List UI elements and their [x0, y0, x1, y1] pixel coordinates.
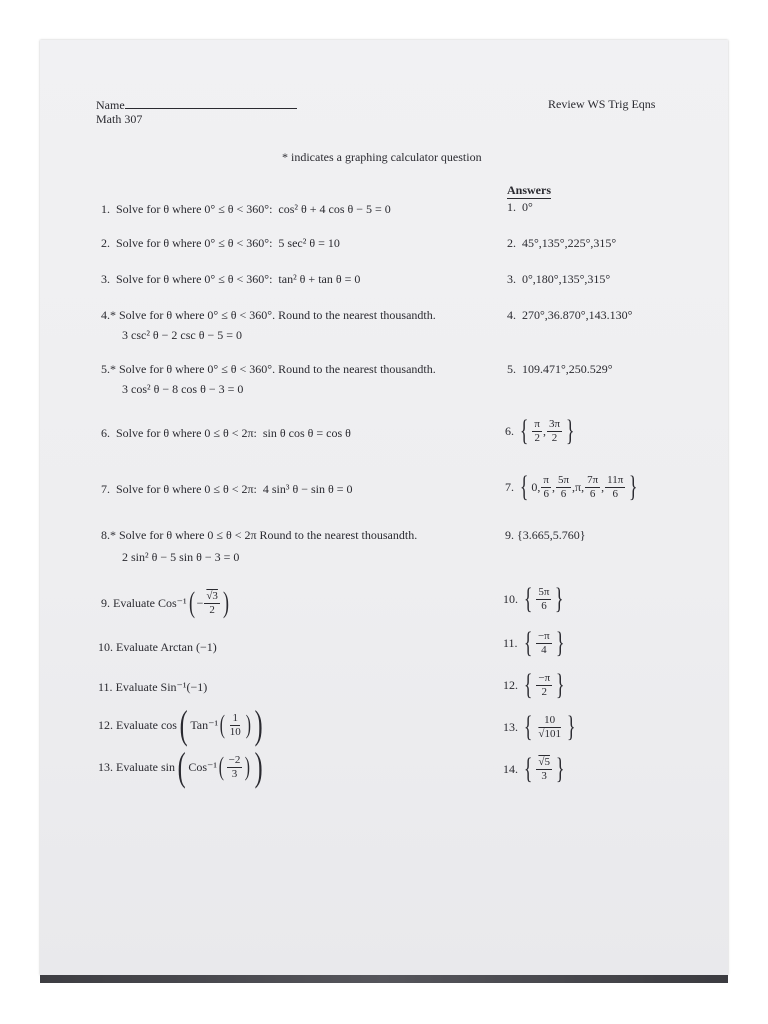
fraction: $\frac{3\pi}{2}$	[548, 417, 561, 444]
fraction: $\frac{5\pi}{6}$	[538, 585, 550, 612]
fraction: $\frac{1}{10}$	[229, 711, 241, 738]
right-paren: )	[255, 702, 264, 747]
name-field	[96, 97, 297, 113]
question-5: 5.* Solve for θ where 0° ≤ θ < 360°. Round to the nearest thousandth.	[101, 362, 436, 376]
left-brace: {	[523, 582, 533, 615]
question-11: 11. Evaluate Sin⁻¹(−1)	[98, 680, 208, 694]
left-brace: {	[523, 710, 533, 743]
fraction: $\frac{5\pi}{6}$	[557, 473, 570, 500]
course-label: Math 307	[96, 112, 143, 126]
left-brace: {	[523, 626, 533, 659]
worksheet-paper	[40, 40, 728, 975]
answer-6: 6. { $\frac{\pi}{2}$ , $\frac{3\pi}{2}$ }	[505, 414, 575, 447]
left-paren: (	[177, 744, 186, 789]
answer-1: 1. 0°	[507, 200, 533, 214]
fraction: $\frac{10}{√101}$	[538, 713, 561, 740]
left-paren: (	[179, 702, 188, 747]
answer-10: 10. { $\frac{5\pi}{6}$ }	[503, 582, 564, 615]
right-brace: }	[566, 710, 576, 743]
question-7: 7. Solve for θ where 0 ≤ θ < 2π: 4 sin³ θ − sin θ = 0	[101, 482, 353, 496]
answer-4: 4. 270°,36.870°,143.130°	[507, 308, 633, 322]
question-6: 6. Solve for θ where 0 ≤ θ < 2π: sin θ cos θ = cos θ	[101, 426, 351, 440]
left-brace: {	[523, 668, 533, 701]
left-paren: (	[188, 586, 195, 619]
question-4: 4.* Solve for θ where 0° ≤ θ < 360°. Round to the nearest thousandth.	[101, 308, 436, 322]
name-label: Name	[96, 98, 125, 112]
worksheet-title: Review WS Trig Eqns	[548, 97, 656, 111]
answer-2: 2. 45°,135°,225°,315°	[507, 236, 617, 250]
fraction: $\frac{√5}{3}$	[538, 755, 550, 782]
right-paren: )	[245, 752, 251, 781]
left-brace: {	[519, 470, 529, 503]
answer-5: 5. 109.471°,250.529°	[507, 362, 613, 376]
answer-7: 7. { 0, $\frac{\pi}{6}$ , $\frac{5\pi}{6}$ ,π, $\frac{7\pi}{6}$ , $\frac{11\pi}{6}$ }	[505, 470, 638, 503]
right-brace: }	[565, 414, 575, 447]
answer-13: 13. { $\frac{10}{√101}$ }	[503, 710, 576, 743]
question-5-equation: 3 cos² θ − 8 cos θ − 3 = 0	[122, 382, 244, 396]
question-8-equation: 2 sin² θ − 5 sin θ − 3 = 0	[122, 550, 240, 564]
calculator-note: * indicates a graphing calculator question	[282, 150, 482, 164]
right-brace: }	[555, 626, 565, 659]
paper-bottom-edge	[40, 975, 728, 983]
answers-heading: Answers	[507, 183, 551, 197]
fraction: $\frac{\pi}{6}$	[543, 473, 549, 500]
question-3: 3. Solve for θ where 0° ≤ θ < 360°: tan² θ + tan θ = 0	[101, 272, 361, 286]
right-paren: )	[222, 586, 229, 619]
fraction: $\frac{√3}{2}$	[206, 589, 218, 616]
question-9: 9. Evaluate Cos⁻¹ ( − $\frac{√3}{2}$ )	[101, 586, 229, 619]
right-paren: )	[245, 710, 251, 739]
answer-9: 9. {3.665,5.760}	[505, 528, 586, 542]
fraction: $\frac{\pi}{2}$	[534, 417, 540, 444]
fraction: $\frac{11\pi}{6}$	[607, 473, 624, 500]
fraction: $\frac{-2}{3}$	[228, 753, 241, 780]
name-blank-line	[125, 97, 297, 109]
question-12: 12. Evaluate cos ( Tan⁻¹ ( $\frac{1}{10}$ ) )	[98, 702, 264, 747]
fraction: $\frac{-\pi}{2}$	[538, 671, 551, 698]
right-brace: }	[555, 582, 564, 615]
question-8: 8.* Solve for θ where 0 ≤ θ < 2π Round to the nearest thousandth.	[101, 528, 418, 542]
answer-14: 14. { $\frac{√5}{3}$ }	[503, 752, 565, 785]
left-paren: (	[218, 752, 224, 781]
right-brace: }	[629, 470, 638, 503]
answer-11: 11. { $\frac{-\pi}{4}$ }	[503, 626, 565, 659]
right-brace: }	[556, 668, 565, 701]
right-paren: )	[254, 744, 263, 789]
left-paren: (	[219, 710, 225, 739]
left-brace: {	[523, 752, 533, 785]
question-13: 13. Evaluate sin ( Cos⁻¹ ( $\frac{-2}{3}$ ) )	[98, 744, 263, 789]
question-4-equation: 3 csc² θ − 2 csc θ − 5 = 0	[122, 328, 243, 342]
left-brace: {	[519, 414, 529, 447]
answer-3: 3. 0°,180°,135°,315°	[507, 272, 611, 286]
answer-12: 12. { $\frac{-\pi}{2}$ }	[503, 668, 565, 701]
fraction: $\frac{-\pi}{4}$	[537, 629, 550, 656]
question-1: 1. Solve for θ where 0° ≤ θ < 360°: cos² θ + 4 cos θ − 5 = 0	[101, 202, 391, 216]
question-10: 10. Evaluate Arctan (−1)	[98, 640, 217, 654]
right-brace: }	[555, 752, 565, 785]
question-2: 2. Solve for θ where 0° ≤ θ < 360°: 5 sec² θ = 10	[101, 236, 340, 250]
fraction: $\frac{7\pi}{6}$	[587, 473, 599, 500]
